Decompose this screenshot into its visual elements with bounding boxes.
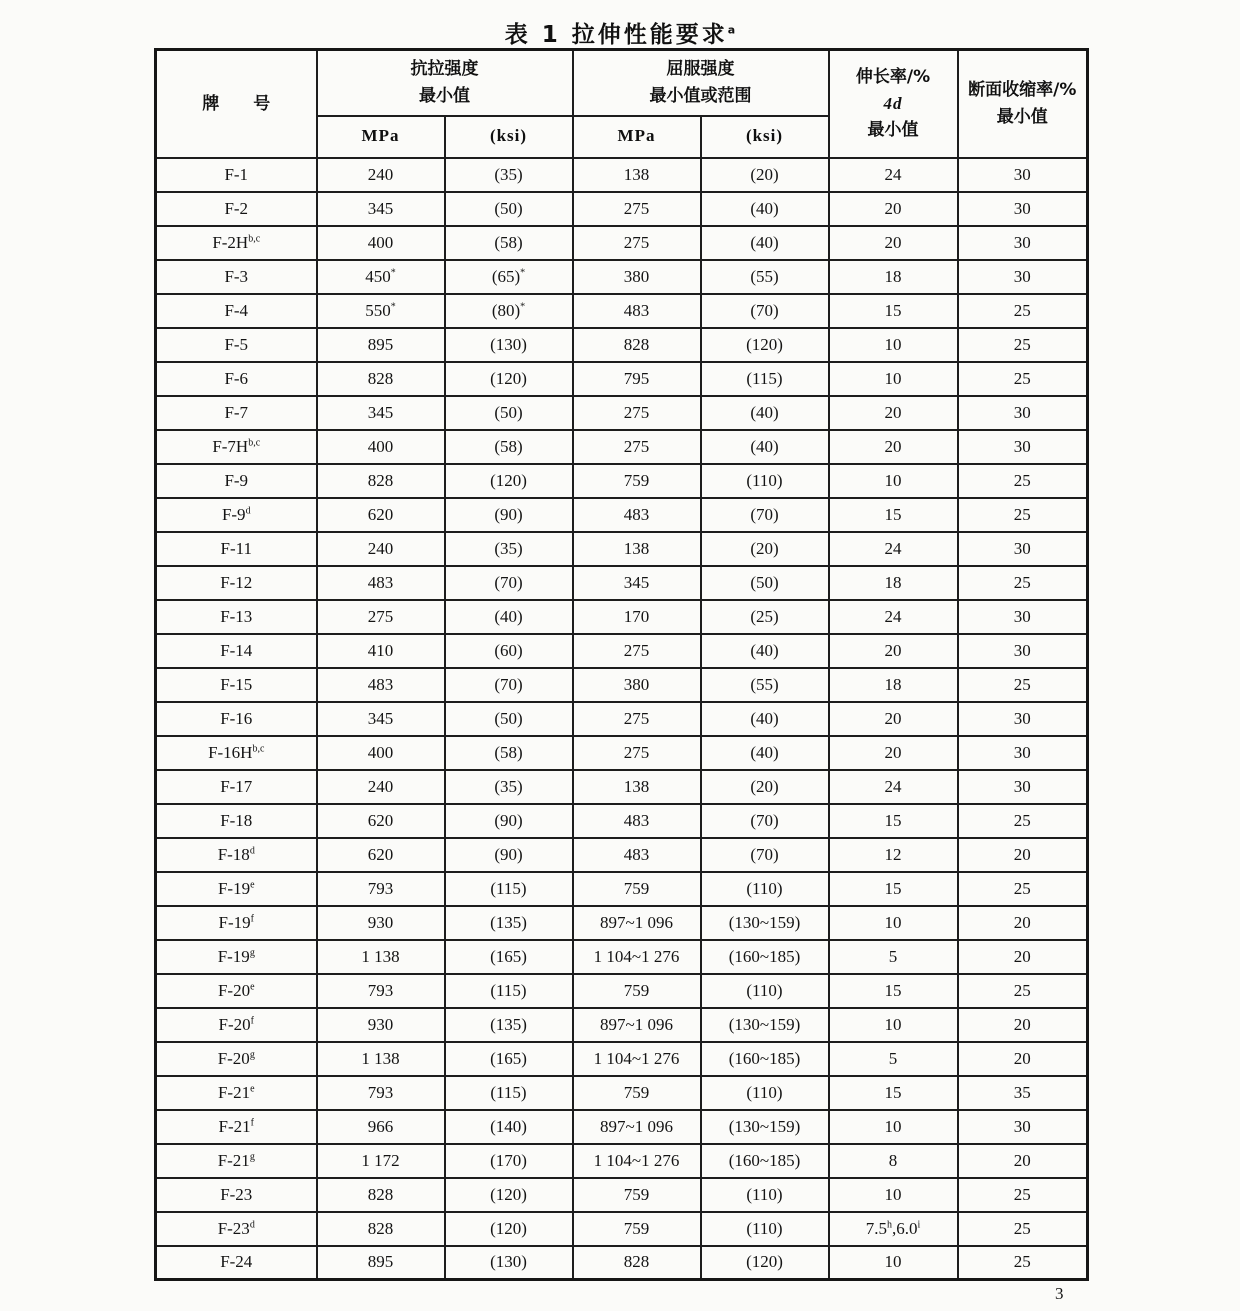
tensile-mpa-cell: 240 [317,158,445,192]
tensile-ksi-cell: (90) [445,804,573,838]
table-row [156,430,1088,464]
tensile-mpa-cell: 275 [317,600,445,634]
yield-mpa-cell: 1 104~1 276 [573,1042,701,1076]
grade-cell: F-18$^d$ [156,838,317,872]
header-reduction-line2: 最小值 [996,106,1048,127]
header-elongation-line3: 最小值 [867,119,919,140]
tensile-ksi-cell: (135) [445,906,573,940]
reduction-cell: 35 [958,1076,1088,1110]
yield-ksi-cell: (20) [701,532,829,566]
tensile-mpa-cell: 483 [317,566,445,600]
table-row [156,158,1088,192]
yield-ksi-cell: (20) [701,770,829,804]
table-row [156,804,1088,838]
yield-mpa-cell: 138 [573,770,701,804]
header-tensile-line2: 最小值 [419,85,470,106]
yield-ksi-cell: (70) [701,804,829,838]
grade-cell: F-13 [156,600,317,634]
yield-ksi-cell: (70) [701,294,829,328]
reduction-cell: 30 [958,770,1088,804]
yield-ksi-cell: (40) [701,430,829,464]
reduction-cell: 20 [958,940,1088,974]
grade-cell: F-5 [156,328,317,362]
header-yield-ksi: (ksi) [701,116,829,158]
reduction-cell: 30 [958,192,1088,226]
grade-cell: F-19e [156,872,317,906]
reduction-cell: 30 [958,600,1088,634]
yield-ksi-cell: (40) [701,226,829,260]
table-row [156,770,1088,804]
tensile-mpa-cell: 895 [317,328,445,362]
grade-cell: F-15 [156,668,317,702]
grade-cell: F-9 [156,464,317,498]
header-tensile-group [317,50,573,116]
table-row [156,566,1088,600]
elongation-cell: 15 [829,804,958,838]
tensile-mpa-cell: 240 [317,532,445,566]
elongation-cell: 24 [829,158,958,192]
tensile-mpa-cell: 1 138 [317,940,445,974]
yield-ksi-cell: (40) [701,634,829,668]
tensile-mpa-cell: 450* [317,260,445,294]
table-row [156,940,1088,974]
tensile-requirements-table [154,48,1089,1281]
grade-cell: F-18 [156,804,317,838]
yield-mpa-cell: 380 [573,260,701,294]
elongation-cell: 15 [829,294,958,328]
reduction-cell: 25 [958,464,1088,498]
elongation-cell: 15 [829,498,958,532]
table-row [156,260,1088,294]
tensile-ksi-cell: (70) [445,668,573,702]
reduction-cell: 30 [958,158,1088,192]
yield-mpa-cell: 483 [573,804,701,838]
table-row [156,1246,1088,1280]
tensile-ksi-cell: (35) [445,770,573,804]
tensile-ksi-cell: (130) [445,1246,573,1280]
elongation-cell: 10 [829,1110,958,1144]
tensile-mpa-cell: 400 [317,430,445,464]
yield-ksi-cell: (110) [701,1212,829,1246]
reduction-cell: 25 [958,566,1088,600]
tensile-mpa-cell: 793 [317,974,445,1008]
tensile-ksi-cell: (50) [445,396,573,430]
table-row [156,906,1088,940]
tensile-ksi-cell: (130) [445,328,573,362]
tensile-ksi-cell: (120) [445,362,573,396]
tensile-mpa-cell: 966 [317,1110,445,1144]
table-row [156,1110,1088,1144]
table-row [156,532,1088,566]
tensile-ksi-cell: (35) [445,532,573,566]
header-tensile-mpa: MPa [317,116,445,158]
grade-cell: F-23 [156,1178,317,1212]
tensile-mpa-cell: 620 [317,838,445,872]
grade-cell: F-23$^d$ [156,1212,317,1246]
tensile-mpa-cell: 828 [317,1212,445,1246]
grade-cell: F-1 [156,158,317,192]
grade-cell: $F-7H^{b,c}$ [156,430,317,464]
elongation-cell: 15 [829,1076,958,1110]
grade-cell: F-11 [156,532,317,566]
yield-mpa-cell: 345 [573,566,701,600]
yield-mpa-cell: 828 [573,328,701,362]
yield-ksi-cell: (40) [701,702,829,736]
tensile-ksi-cell: (40) [445,600,573,634]
reduction-cell: 25 [958,1178,1088,1212]
reduction-cell: 30 [958,260,1088,294]
elongation-cell: 10 [829,362,958,396]
elongation-cell: 7.5$^h$,6.0$^i$ [829,1212,958,1246]
yield-ksi-cell: (25) [701,600,829,634]
tensile-ksi-cell: (120) [445,1178,573,1212]
yield-mpa-cell: 759 [573,974,701,1008]
reduction-cell: 25 [958,1212,1088,1246]
tensile-mpa-cell: 483 [317,668,445,702]
tensile-mpa-cell: 828 [317,1178,445,1212]
table-row [156,226,1088,260]
yield-mpa-cell: 275 [573,430,701,464]
tensile-ksi-cell: (58) [445,226,573,260]
yield-mpa-cell: 138 [573,158,701,192]
table-row [156,362,1088,396]
yield-mpa-cell: 275 [573,396,701,430]
table-row [156,464,1088,498]
tensile-ksi-cell: (165) [445,940,573,974]
reduction-cell: 25 [958,974,1088,1008]
table-row [156,192,1088,226]
elongation-cell: 24 [829,532,958,566]
elongation-cell: 12 [829,838,958,872]
tensile-ksi-cell: (80)* [445,294,573,328]
reduction-cell: 20 [958,906,1088,940]
tensile-mpa-cell: 620 [317,804,445,838]
reduction-cell: 30 [958,736,1088,770]
yield-ksi-cell: (160~185) [701,1144,829,1178]
yield-mpa-cell: 1 104~1 276 [573,1144,701,1178]
grade-cell: F-17 [156,770,317,804]
elongation-cell: 18 [829,668,958,702]
yield-ksi-cell: (130~159) [701,906,829,940]
grade-cell: F-9$^d$ [156,498,317,532]
yield-ksi-cell: (110) [701,1178,829,1212]
yield-ksi-cell: (110) [701,872,829,906]
yield-ksi-cell: (50) [701,566,829,600]
grade-cell: F-7 [156,396,317,430]
yield-mpa-cell: 138 [573,532,701,566]
page-title: 表 1 拉伸性能要求$^a$ [504,22,736,48]
reduction-cell: 25 [958,362,1088,396]
table-row [156,1144,1088,1178]
tensile-mpa-cell: 620 [317,498,445,532]
elongation-cell: 5 [829,1042,958,1076]
tensile-mpa-cell: 345 [317,702,445,736]
grade-cell: F-14 [156,634,317,668]
yield-mpa-cell: 275 [573,702,701,736]
reduction-cell: 30 [958,396,1088,430]
reduction-cell: 25 [958,1246,1088,1280]
grade-cell: F-20e [156,974,317,1008]
grade-cell: F-24 [156,1246,317,1280]
elongation-cell: 10 [829,1008,958,1042]
table-row [156,668,1088,702]
yield-mpa-cell: 759 [573,1178,701,1212]
header-yield-line1: 屈服强度 [666,59,735,80]
elongation-cell: 20 [829,702,958,736]
grade-cell: F-21e [156,1076,317,1110]
elongation-cell: 20 [829,192,958,226]
table-row [156,838,1088,872]
table-row [156,396,1088,430]
tensile-mpa-cell: 930 [317,1008,445,1042]
tensile-ksi-cell: (90) [445,838,573,872]
elongation-cell: 20 [829,226,958,260]
table-row [156,634,1088,668]
yield-mpa-cell: 759 [573,1212,701,1246]
elongation-cell: 10 [829,1178,958,1212]
table-row [156,294,1088,328]
yield-mpa-cell: 897~1 096 [573,1110,701,1144]
tensile-mpa-cell: 895 [317,1246,445,1280]
tensile-ksi-cell: (90) [445,498,573,532]
yield-mpa-cell: 897~1 096 [573,1008,701,1042]
tensile-mpa-cell: 345 [317,396,445,430]
grade-cell: F-3 [156,260,317,294]
yield-mpa-cell: 275 [573,634,701,668]
tensile-ksi-cell: (65)* [445,260,573,294]
yield-mpa-cell: 759 [573,1076,701,1110]
reduction-cell: 30 [958,634,1088,668]
elongation-cell: 8 [829,1144,958,1178]
tensile-ksi-cell: (135) [445,1008,573,1042]
yield-ksi-cell: (120) [701,1246,829,1280]
elongation-cell: 20 [829,634,958,668]
table-row [156,328,1088,362]
yield-ksi-cell: (40) [701,736,829,770]
grade-cell: F-20$^g$ [156,1042,317,1076]
grade-cell: F-2 [156,192,317,226]
tensile-ksi-cell: (58) [445,736,573,770]
tensile-mpa-cell: 930 [317,906,445,940]
yield-ksi-cell: (120) [701,328,829,362]
yield-ksi-cell: (160~185) [701,940,829,974]
header-elongation-line2: 4d [883,93,903,113]
tensile-mpa-cell: 828 [317,362,445,396]
yield-mpa-cell: 795 [573,362,701,396]
table-body [156,158,1088,1280]
tensile-ksi-cell: (165) [445,1042,573,1076]
yield-mpa-cell: 759 [573,464,701,498]
elongation-cell: 10 [829,1246,958,1280]
tensile-mpa-cell: 240 [317,770,445,804]
header-reduction-line1: 断面收缩率/% [968,80,1077,101]
grade-cell: F-20$^f$ [156,1008,317,1042]
yield-ksi-cell: (160~185) [701,1042,829,1076]
table-row [156,1212,1088,1246]
yield-ksi-cell: (110) [701,1076,829,1110]
tensile-ksi-cell: (50) [445,192,573,226]
yield-ksi-cell: (70) [701,838,829,872]
yield-mpa-cell: 483 [573,294,701,328]
reduction-cell: 20 [958,1144,1088,1178]
yield-mpa-cell: 170 [573,600,701,634]
tensile-ksi-cell: (120) [445,1212,573,1246]
reduction-cell: 30 [958,430,1088,464]
header-yield-group [573,50,829,116]
header-elongation-line1: 伸长率/% [855,67,931,88]
grade-cell: F-12 [156,566,317,600]
yield-ksi-cell: (110) [701,974,829,1008]
elongation-cell: 24 [829,600,958,634]
tensile-mpa-cell: 550* [317,294,445,328]
grade-cell: F-16 [156,702,317,736]
tensile-ksi-cell: (120) [445,464,573,498]
yield-mpa-cell: 483 [573,838,701,872]
yield-mpa-cell: 380 [573,668,701,702]
yield-ksi-cell: (110) [701,464,829,498]
header-tensile-line1: 抗拉强度 [410,59,479,80]
grade-cell: $F-16H^{b,c}$ [156,736,317,770]
tensile-ksi-cell: (140) [445,1110,573,1144]
reduction-cell: 30 [958,226,1088,260]
yield-mpa-cell: 897~1 096 [573,906,701,940]
table-row [156,1008,1088,1042]
grade-cell: F-21$^g$ [156,1144,317,1178]
grade-cell: F-6 [156,362,317,396]
table-row [156,872,1088,906]
header-reduction [958,50,1088,158]
header-tensile-ksi: (ksi) [445,116,573,158]
tensile-mpa-cell: 793 [317,1076,445,1110]
elongation-cell: 15 [829,974,958,1008]
elongation-cell: 18 [829,260,958,294]
elongation-cell: 20 [829,396,958,430]
table-row [156,1076,1088,1110]
yield-ksi-cell: (115) [701,362,829,396]
elongation-cell: 10 [829,464,958,498]
reduction-cell: 25 [958,328,1088,362]
reduction-cell: 20 [958,838,1088,872]
elongation-cell: 24 [829,770,958,804]
reduction-cell: 20 [958,1008,1088,1042]
header-yield-line2: 最小值或范围 [649,85,752,106]
tensile-mpa-cell: 1 172 [317,1144,445,1178]
tensile-ksi-cell: (50) [445,702,573,736]
table-row [156,974,1088,1008]
page-number: 3 [1055,1284,1064,1303]
tensile-mpa-cell: 400 [317,226,445,260]
grade-cell: F-19$^f$ [156,906,317,940]
reduction-cell: 25 [958,872,1088,906]
tensile-ksi-cell: (35) [445,158,573,192]
table-row [156,1042,1088,1076]
tensile-ksi-cell: (70) [445,566,573,600]
yield-mpa-cell: 1 104~1 276 [573,940,701,974]
yield-ksi-cell: (130~159) [701,1008,829,1042]
reduction-cell: 30 [958,702,1088,736]
tensile-ksi-cell: (115) [445,974,573,1008]
grade-cell: F-21$^f$ [156,1110,317,1144]
tensile-ksi-cell: (115) [445,1076,573,1110]
yield-mpa-cell: 275 [573,226,701,260]
tensile-ksi-cell: (58) [445,430,573,464]
yield-ksi-cell: (70) [701,498,829,532]
reduction-cell: 25 [958,294,1088,328]
grade-cell: $F-2H^{b,c}$ [156,226,317,260]
elongation-cell: 10 [829,328,958,362]
tensile-mpa-cell: 793 [317,872,445,906]
yield-ksi-cell: (55) [701,668,829,702]
yield-ksi-cell: (40) [701,192,829,226]
tensile-mpa-cell: 410 [317,634,445,668]
table-row [156,498,1088,532]
yield-ksi-cell: (130~159) [701,1110,829,1144]
reduction-cell: 25 [958,498,1088,532]
yield-ksi-cell: (40) [701,396,829,430]
tensile-mpa-cell: 1 138 [317,1042,445,1076]
yield-ksi-cell: (20) [701,158,829,192]
header-grade: 牌 号 [156,50,317,158]
reduction-cell: 30 [958,532,1088,566]
grade-cell: F-19$^g$ [156,940,317,974]
tensile-mpa-cell: 400 [317,736,445,770]
yield-mpa-cell: 759 [573,872,701,906]
elongation-cell: 5 [829,940,958,974]
reduction-cell: 25 [958,804,1088,838]
elongation-cell: 18 [829,566,958,600]
yield-mpa-cell: 828 [573,1246,701,1280]
tensile-ksi-cell: (115) [445,872,573,906]
table-header [156,50,1088,158]
yield-mpa-cell: 275 [573,736,701,770]
table-row [156,736,1088,770]
tensile-mpa-cell: 828 [317,464,445,498]
tensile-mpa-cell: 345 [317,192,445,226]
reduction-cell: 25 [958,668,1088,702]
yield-mpa-cell: 275 [573,192,701,226]
yield-ksi-cell: (55) [701,260,829,294]
yield-mpa-cell: 483 [573,498,701,532]
tensile-ksi-cell: (60) [445,634,573,668]
table-row [156,702,1088,736]
reduction-cell: 20 [958,1042,1088,1076]
grade-cell: F-4 [156,294,317,328]
header-yield-mpa: MPa [573,116,701,158]
table-row [156,600,1088,634]
table-row [156,1178,1088,1212]
tensile-ksi-cell: (170) [445,1144,573,1178]
reduction-cell: 30 [958,1110,1088,1144]
elongation-cell: 15 [829,872,958,906]
header-elongation [829,50,958,158]
elongation-cell: 10 [829,906,958,940]
elongation-cell: 20 [829,430,958,464]
elongation-cell: 20 [829,736,958,770]
